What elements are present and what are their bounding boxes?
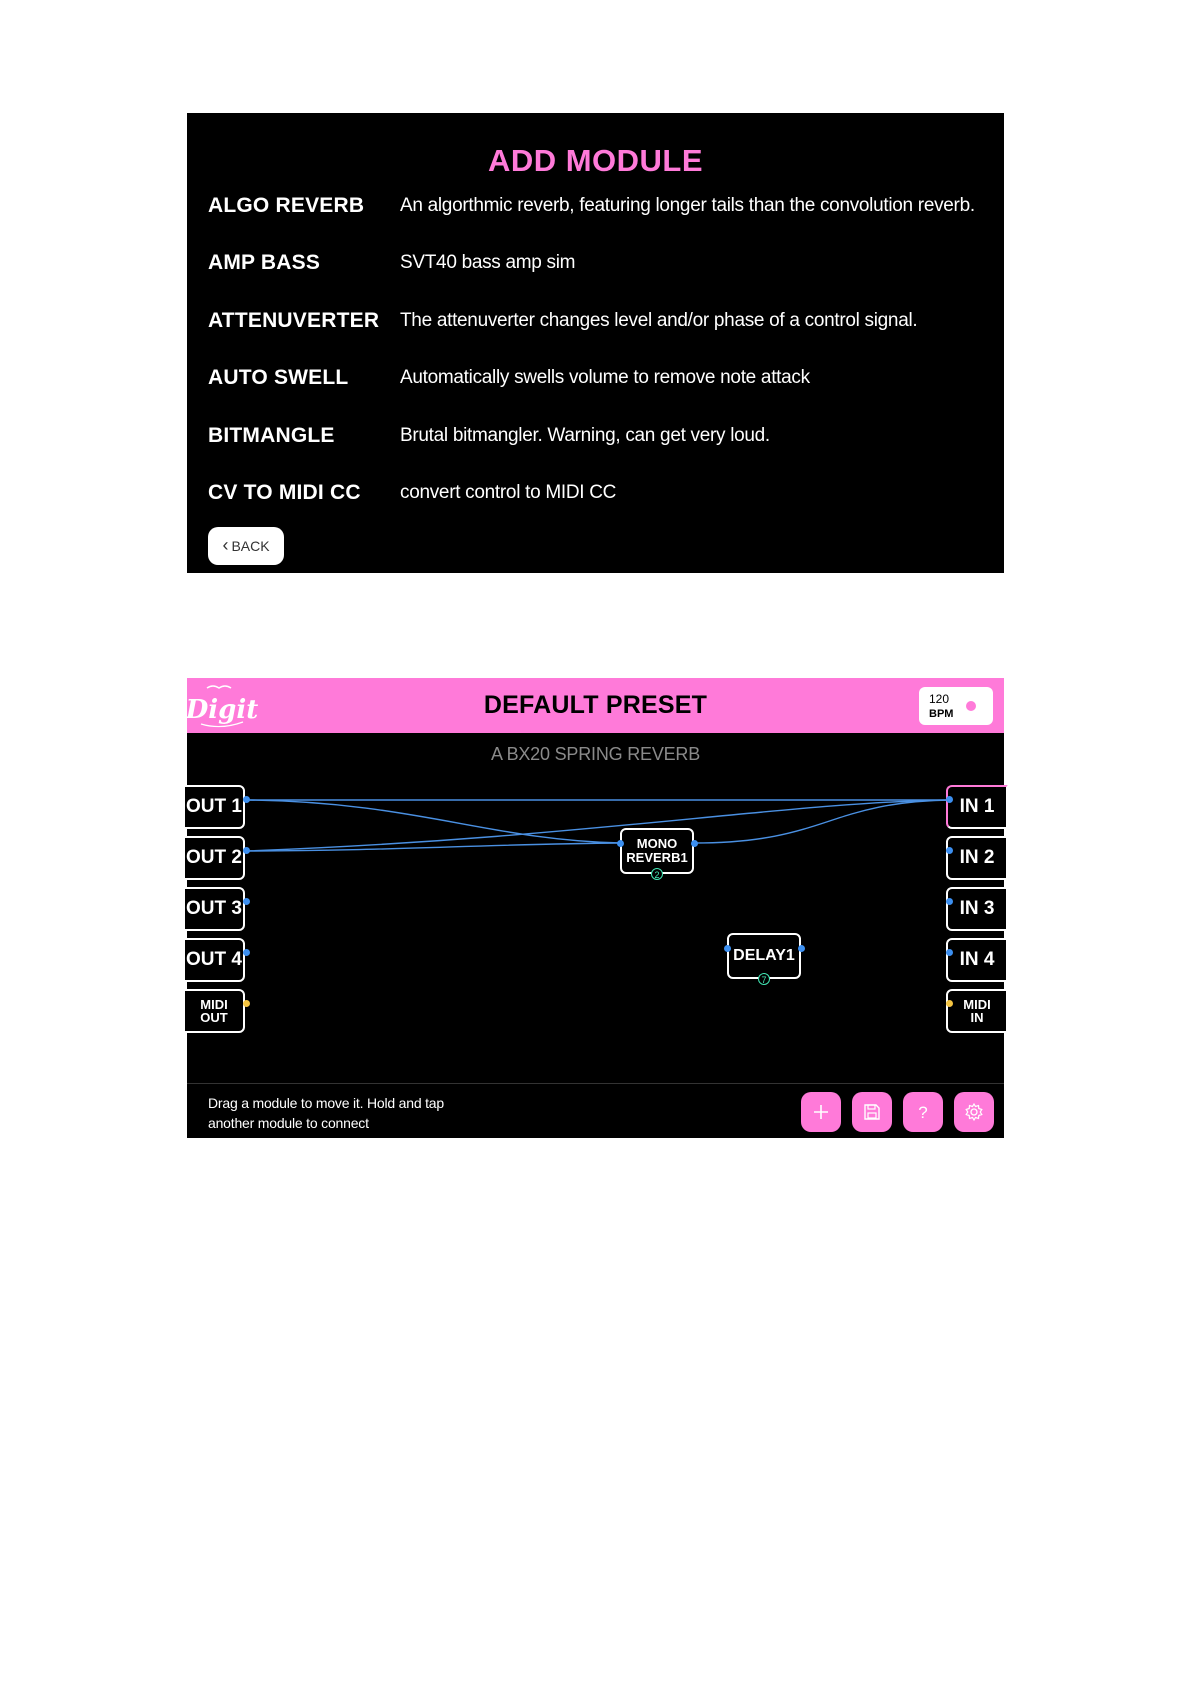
back-button[interactable] <box>208 527 284 565</box>
preset-title: DEFAULT PRESET <box>483 691 708 719</box>
input-label: IN 4 <box>959 949 995 970</box>
settings-button[interactable] <box>954 1092 994 1132</box>
output-4-port[interactable] <box>243 949 250 956</box>
help-text-line: another module to connect <box>208 1115 369 1131</box>
module-name: AMP BASS <box>208 251 321 274</box>
add-module-button[interactable] <box>801 1092 841 1132</box>
module-description: An algorthmic reverb, featuring longer tails than the convolution reverb. <box>400 195 975 216</box>
input-label: IN 1 <box>959 796 995 817</box>
bpm-value: 120 <box>929 692 950 706</box>
module-label: DELAY1 <box>733 947 795 964</box>
output-2[interactable] <box>183 836 245 880</box>
delay-channel-badge: 7 <box>758 973 770 985</box>
input-1[interactable] <box>946 785 1008 829</box>
output-label: OUT 2 <box>186 847 242 868</box>
bpm-label: BPM <box>929 708 954 720</box>
module-label: MONO REVERB1 <box>626 836 688 865</box>
input-3[interactable] <box>946 887 1008 931</box>
midi-output-port[interactable] <box>243 1000 250 1007</box>
input-4[interactable] <box>946 938 1008 982</box>
add-module-title: ADD MODULE <box>487 143 704 178</box>
input-2-port[interactable] <box>946 847 953 854</box>
module-name: AUTO SWELL <box>208 366 349 389</box>
input-4-port[interactable] <box>946 949 953 956</box>
module-list-item-auto-swell[interactable] <box>208 362 988 402</box>
cable-out1-reverb <box>247 800 621 843</box>
output-label: OUT 3 <box>186 898 242 919</box>
input-label: MIDI IN <box>963 997 991 1025</box>
input-2[interactable] <box>946 836 1008 880</box>
cable-out2-reverb <box>247 843 621 851</box>
preset-screen <box>187 678 1004 1138</box>
midi-input[interactable] <box>946 989 1008 1033</box>
module-description: The attenuverter changes level and/or phase of a control signal. <box>400 310 918 331</box>
output-3-port[interactable] <box>243 898 250 905</box>
delay-output-port[interactable] <box>798 945 805 952</box>
module-list-item-bitmangle[interactable] <box>208 420 988 460</box>
help-text-line: Drag a module to move it. Hold and tap <box>208 1095 444 1111</box>
module-description: Automatically swells volume to remove note attack <box>400 367 810 388</box>
save-icon <box>863 1103 881 1121</box>
module-name: ATTENUVERTER <box>208 309 380 332</box>
output-2-port[interactable] <box>243 847 250 854</box>
delay-input-port[interactable] <box>724 945 731 952</box>
output-label: OUT 1 <box>186 796 242 817</box>
settings-icon <box>964 1102 984 1122</box>
help-icon <box>914 1102 932 1122</box>
module-name: BITMANGLE <box>208 424 335 447</box>
chevron-left-icon: ‹ <box>222 535 229 555</box>
module-list-item-attenuverter[interactable] <box>208 305 988 345</box>
output-label: OUT 4 <box>186 949 242 970</box>
save-button[interactable] <box>852 1092 892 1132</box>
module-description: convert control to MIDI CC <box>400 482 617 503</box>
help-button[interactable] <box>903 1092 943 1132</box>
mono-reverb-channel-badge: 2 <box>651 868 663 880</box>
output-4[interactable] <box>183 938 245 982</box>
midi-output[interactable] <box>183 989 245 1033</box>
module-name: CV TO MIDI CC <box>208 481 361 504</box>
output-1-port[interactable] <box>243 796 250 803</box>
module-name: ALGO REVERB <box>208 194 365 217</box>
footer-divider <box>187 1083 1004 1084</box>
module-list-item-cv-to-midi-cc[interactable] <box>208 477 988 517</box>
back-button-label: BACK <box>231 538 270 554</box>
svg-text:?: ? <box>918 1103 928 1122</box>
preset-subtitle: A BX20 SPRING REVERB <box>490 744 701 764</box>
input-3-port[interactable] <box>946 898 953 905</box>
input-label: IN 3 <box>959 898 995 919</box>
module-list-item-algo-reverb[interactable] <box>208 190 988 230</box>
module-description: SVT40 bass amp sim <box>400 252 576 273</box>
plus-icon <box>811 1102 831 1122</box>
input-label: IN 2 <box>959 847 995 868</box>
mono-reverb-input-port[interactable] <box>617 840 624 847</box>
module-list-item-amp-bass[interactable] <box>208 247 988 287</box>
add-module-screen <box>187 113 1004 573</box>
output-label: MIDI OUT <box>200 997 228 1025</box>
midi-input-port[interactable] <box>946 1000 953 1007</box>
mono-reverb-output-port[interactable] <box>691 840 698 847</box>
patch-cables <box>187 678 1004 1138</box>
module-description: Brutal bitmangler. Warning, can get very loud. <box>400 425 770 446</box>
output-1[interactable] <box>183 785 245 829</box>
input-1-port[interactable] <box>946 796 953 803</box>
output-3[interactable] <box>183 887 245 931</box>
help-text <box>208 1093 508 1133</box>
logo-text: Digit <box>185 695 259 725</box>
